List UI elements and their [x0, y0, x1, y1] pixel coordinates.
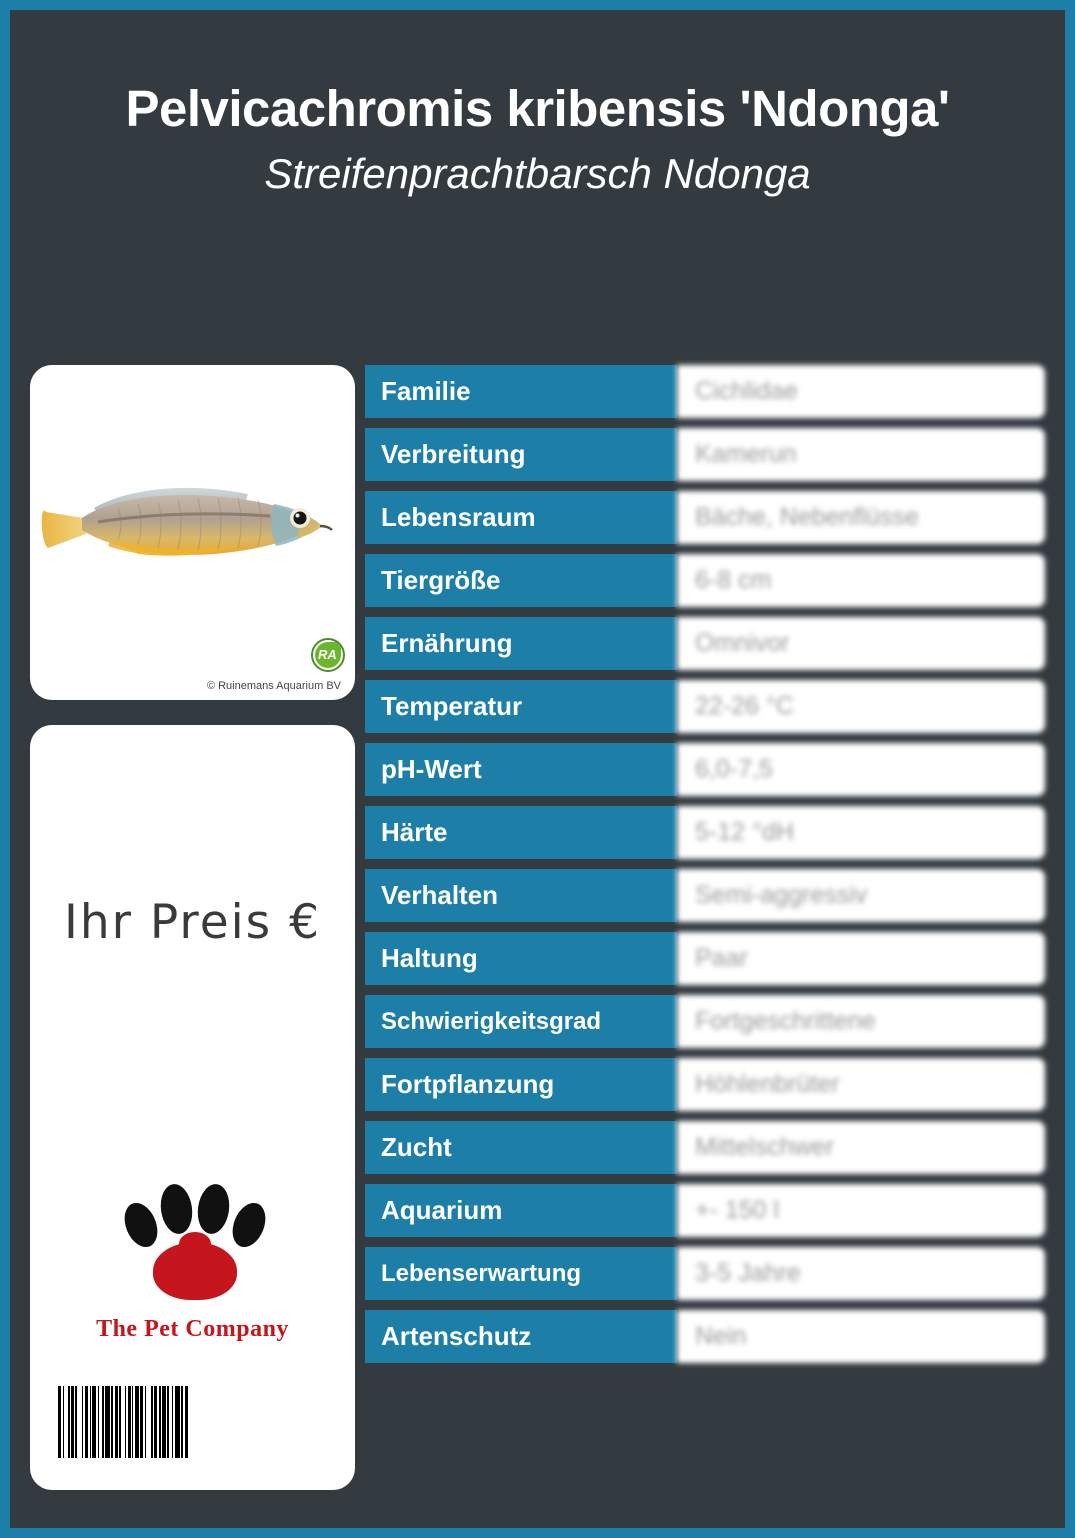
- spec-row: [365, 680, 1045, 733]
- spec-row: [365, 554, 1045, 607]
- fish-photo-panel: [30, 365, 355, 700]
- price-label: Ihr Preis €: [63, 895, 322, 950]
- info-card: [10, 10, 1065, 1528]
- spec-label: Ernährung: [365, 617, 677, 670]
- spec-label: Verhalten: [365, 869, 677, 922]
- spec-value: 6-8 cm: [677, 554, 1045, 607]
- spec-label: Härte: [365, 806, 677, 859]
- brand-logo: [30, 1180, 355, 1343]
- spec-row: [365, 1184, 1045, 1237]
- spec-label: Aquarium: [365, 1184, 677, 1237]
- fish-image: [38, 460, 348, 590]
- spec-label: Artenschutz: [365, 1310, 677, 1363]
- spec-value: 6,0-7,5: [677, 743, 1045, 796]
- spec-row: [365, 428, 1045, 481]
- spec-label: pH-Wert: [365, 743, 677, 796]
- spec-row: [365, 932, 1045, 985]
- spec-value: Paar: [677, 932, 1045, 985]
- spec-value: Kamerun: [677, 428, 1045, 481]
- page-title: Pelvicachromis kribensis 'Ndonga': [125, 80, 950, 137]
- spec-label: Haltung: [365, 932, 677, 985]
- spec-row: [365, 365, 1045, 418]
- spec-value: 22-26 °C: [677, 680, 1045, 733]
- spec-label: Temperatur: [365, 680, 677, 733]
- spec-value: 5-12 °dH: [677, 806, 1045, 859]
- spec-row: [365, 1058, 1045, 1111]
- content-body: [10, 365, 1065, 1490]
- ruinemans-logo-text: RA: [318, 647, 337, 662]
- photo-copyright: © Ruinemans Aquarium BV: [206, 680, 341, 692]
- spec-row: [365, 806, 1045, 859]
- spec-value: 3-5 Jahre: [677, 1247, 1045, 1300]
- spec-value: Cichlidae: [677, 365, 1045, 418]
- left-column: [10, 365, 365, 1490]
- spec-row: [365, 1121, 1045, 1174]
- spec-row: [365, 869, 1045, 922]
- header: [10, 10, 1065, 196]
- spec-value: Höhlenbrüter: [677, 1058, 1045, 1111]
- spec-label: Lebensraum: [365, 491, 677, 544]
- spec-row: [365, 995, 1045, 1048]
- spec-value: +- 150 l: [677, 1184, 1045, 1237]
- spec-row: [365, 1310, 1045, 1363]
- spec-label: Fortpflanzung: [365, 1058, 677, 1111]
- spec-label: Verbreitung: [365, 428, 677, 481]
- page-subtitle: Streifenprachtbarsch Ndonga: [264, 149, 811, 197]
- spec-label: Tiergröße: [365, 554, 677, 607]
- spec-table: [365, 365, 1065, 1490]
- spec-row: [365, 743, 1045, 796]
- spec-value: Nein: [677, 1310, 1045, 1363]
- barcode: [58, 1386, 328, 1458]
- price-panel: [30, 725, 355, 1490]
- spec-label: Zucht: [365, 1121, 677, 1174]
- spec-value: Semi-aggressiv: [677, 869, 1045, 922]
- spec-label: Familie: [365, 365, 677, 418]
- spec-row: [365, 617, 1045, 670]
- spec-label: Schwierigkeitsgrad: [365, 995, 677, 1048]
- brand-name: The Pet Company: [96, 1316, 289, 1342]
- spec-value: Bäche, Nebenflüsse: [677, 491, 1045, 544]
- spec-row: [365, 1247, 1045, 1300]
- spec-value: Omnivor: [677, 617, 1045, 670]
- spec-value: Mittelschwer: [677, 1121, 1045, 1174]
- spec-row: [365, 491, 1045, 544]
- spec-label: Lebenserwartung: [365, 1247, 677, 1300]
- spec-value: Fortgeschrittene: [677, 995, 1045, 1048]
- paw-icon: [108, 1180, 278, 1310]
- ruinemans-logo-icon: [311, 638, 345, 672]
